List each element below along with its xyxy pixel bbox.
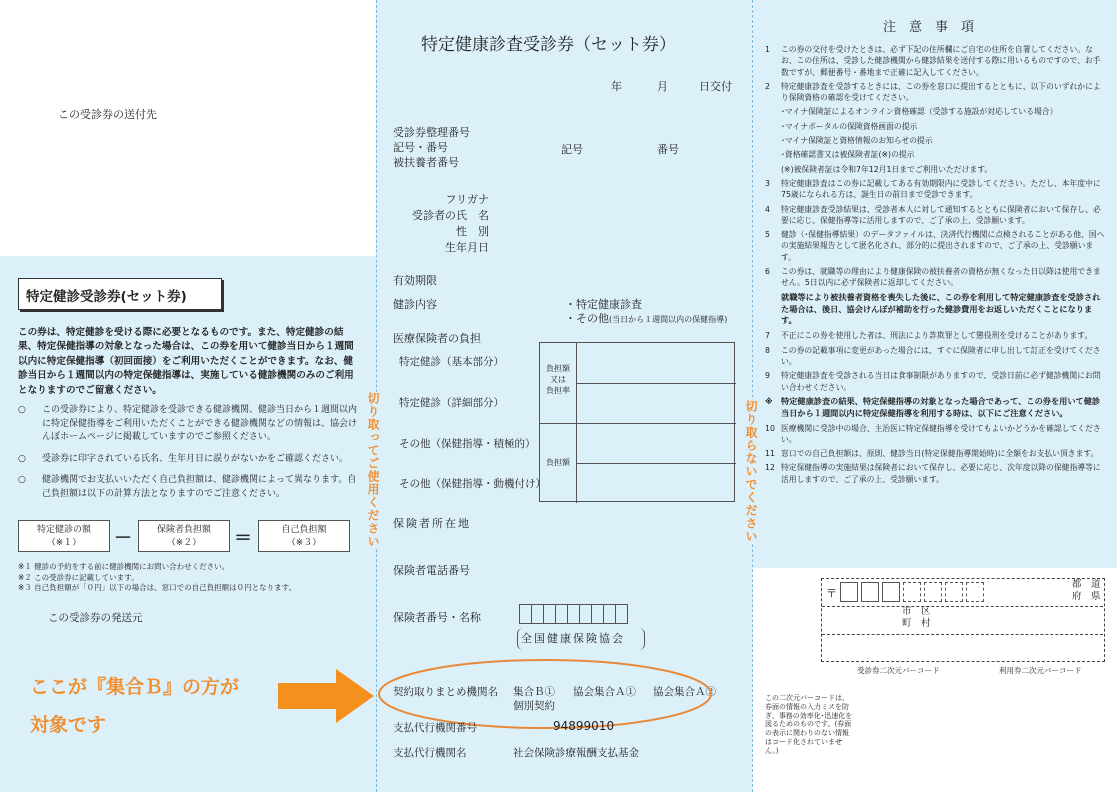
burden-amount-header: 負担額: [546, 458, 570, 467]
note-num: 8: [765, 345, 770, 355]
payment-agent-number: 94899010: [553, 719, 615, 733]
issuer-label: この受診券の発送元: [48, 612, 143, 624]
footnotes: [18, 562, 368, 594]
list-item: [765, 135, 1107, 146]
list-item: [765, 229, 1107, 263]
list-item: [765, 149, 1107, 160]
notes-title: 注 意 事 項: [883, 20, 975, 35]
note-text: 特定健康診査受診結果は、受診者本人に対して通知するとともに保険者において保存し、必要に応じ、保健指導等に活用しますので、ご了承の上、受診願います。: [781, 204, 1101, 225]
bold-note: 就職等により被扶養者資格を喪失した後に、この券を利用して特定健康診査を受診された場合は、後日、協会けんぽが補助を行った健診費用をお返しいただくことになります。: [781, 291, 1101, 326]
note-num: 6: [765, 267, 770, 277]
note-text: ･資格確認書又は被保険者証(※)の提示: [781, 150, 915, 160]
note-num: 10: [765, 423, 775, 433]
footnote: ※１ 健診の予約をする前に健診機関にお問い合わせください。: [18, 562, 230, 571]
note-num: [765, 149, 781, 160]
footnote: ※３ 自己負担額が「０円」以下の場合は、窓口での自己負担額は０円となります。: [18, 583, 297, 592]
note-num: [765, 164, 781, 175]
note-text: ･マイナ保険証と資格情報のお知らせの提示: [781, 136, 933, 146]
burden-row-label: 特定健診（基本部分）: [399, 356, 504, 368]
name-label: 受診者の氏 名: [412, 208, 489, 222]
list-item: [765, 266, 1107, 289]
date-year: 年: [611, 80, 622, 93]
birthdate-label: 生年月日: [445, 240, 489, 254]
note-num: [765, 106, 781, 117]
contract-option: 協会集合Ａ①: [573, 686, 636, 698]
notes-list: [765, 44, 1107, 488]
list-item: [765, 81, 1107, 104]
label-line: 町 村: [902, 618, 931, 630]
contents-label: 健診内容: [393, 298, 437, 311]
burden-row-label: その他（保健指導・積極的）: [399, 438, 536, 450]
list-item: [765, 462, 1107, 485]
bullet-list: [18, 404, 358, 501]
insurer-name-bracket: [517, 628, 645, 650]
minus-sign: －: [114, 528, 132, 549]
note-num: 7: [765, 331, 770, 341]
no-cut-instruction: 切り取らないでください: [744, 400, 758, 543]
address-divider: [822, 606, 1103, 607]
note-text: 特定保健指導の実施結果は保険者において保存し、必要に応じ、次年度以降の保健指導等に活用しますので、ご了承の上、受診願います。: [781, 463, 1101, 484]
note-text: ･マイナポータルの保険資格画面の提示: [781, 121, 918, 131]
note-num: 11: [765, 449, 775, 459]
callout-text: [30, 668, 239, 744]
burden-row-label: 特定健診（詳細部分）: [399, 397, 504, 409]
date-month: 月: [657, 80, 668, 93]
note-num: 2: [765, 81, 770, 91]
insurer-id-label: 保険者番号・名称: [393, 611, 481, 624]
ticket-title: 特定健診受診券(セット券): [26, 289, 187, 305]
sex-label: 性 別: [456, 224, 489, 238]
bold-note: 特定健康診査の結果、特定保健指導の対象となった場合であって、この券を用いて健診当日から１週間以内に特定保健指導を利用する時は、以下にご注意ください。: [781, 395, 1101, 418]
bullet-text: 受診券に印字されている氏名、生年月日に誤りがないかをご確認ください。: [42, 453, 349, 464]
formula-box-self-burden: [258, 520, 350, 552]
bullet-text: 健診機関でお支払いいただく自己負担額は、健診機関によって異なります。自己負担額は以下の計算方法となりますのでご注意ください。: [42, 475, 357, 499]
note-num: [765, 121, 781, 132]
note-num: 9: [765, 371, 770, 381]
barcode-note: この二次元バーコードは、券面の情報の入力ミスを防ぎ、事務の効率化･迅速化を図るためのものです。(券面の表示に関わりのない情報はコード化されていません。): [765, 694, 853, 755]
list-item: [765, 44, 1107, 78]
contents-other: ・その他: [565, 312, 609, 325]
formula-box-label: 特定健診の額: [36, 525, 91, 535]
note-text: この券の記載事項に変更があった場合には、すぐに保険者に申し出して訂正を受けてください。: [781, 345, 1101, 366]
list-item: [18, 474, 358, 501]
arrow-right-icon: [278, 669, 378, 723]
validity-label: 有効期限: [393, 274, 437, 287]
barcode-ticket-label: 受診券二次元バーコード: [857, 666, 940, 675]
intro-text: この券は、特定健診を受ける際に必要となるものです。また、特定健診の結果、特定保健指導の対象となった場合は、この券を用いて健診当日から１週間以内に特定保健指導（初回面接）をご利用いただくことができます。なお、健診当日から１週間以内の特定保健指導は、実施している健診機関のみのご利用となりますのでご留意ください。: [18, 327, 354, 396]
list-item: [18, 453, 358, 467]
issue-date: [611, 78, 732, 94]
list-item: [765, 448, 1107, 459]
label-line: 都 道: [1072, 579, 1101, 590]
burden-row-label: その他（保健指導・動機付け）: [399, 478, 546, 490]
table-divider: [540, 423, 736, 424]
formula-box-note: （※３）: [286, 537, 322, 548]
center-panel: [366, 0, 752, 792]
list-item: [765, 345, 1107, 368]
right-panel: [744, 0, 1117, 792]
postal-mark: 〒: [826, 587, 837, 600]
burden-rate-header: [540, 363, 576, 397]
formula-box-label: 自己負担額: [281, 525, 327, 535]
send-to-area: [0, 0, 376, 256]
bullet-text: この受診券により、特定健診を受診できる健診機関、健診当日から１週間以内に特定保健指導をご利用いただくことができる健診機関などの情報は、協会けんぽホームページに掲載していますのでご参照ください。: [42, 405, 358, 442]
list-item: [765, 106, 1107, 117]
list-item: [765, 423, 1107, 446]
prefecture-label: [1072, 579, 1101, 604]
note-text: 特定健康診査はこの券に記載してある有効期限内に受診してください。ただし、本年度中に75歳になられる方は、誕生日の前日まで受診できます。: [781, 178, 1101, 200]
list-item: [765, 370, 1107, 393]
payment-agent-name-label: 支払代行機関名: [393, 747, 467, 759]
insurer-number-cells: [519, 604, 627, 624]
header-line: 負担率: [546, 386, 570, 396]
symbol-number-label: 記号・番号: [393, 140, 448, 154]
contract-option: 個別契約: [513, 700, 555, 712]
note-text: 不正にこの券を使用した者は、刑法により詐欺罪として懲役刑を受けることがあります。: [781, 331, 1093, 341]
header-line: 負担額: [546, 364, 570, 373]
cut-instruction: 切り取ってご使用ください: [366, 392, 380, 548]
list-item: [765, 292, 1107, 328]
note-text: 窓口での自己負担額は、原則、健診当日(特定保健指導開始時)に全額をお支払い頂きます。: [781, 449, 1099, 459]
insurer-address-label: 保険者所在地: [393, 517, 471, 530]
formula-box-label: 保険者負担額: [156, 525, 211, 535]
burden-table: [539, 342, 735, 502]
formula-box-insurer-burden: [138, 520, 230, 552]
bullet-mark: ○: [18, 453, 26, 464]
table-divider: [576, 463, 736, 464]
note-num: 5: [765, 230, 770, 240]
dependent-number-label: 被扶養者番号: [393, 155, 459, 169]
personal-block: [393, 192, 489, 256]
list-item: [765, 396, 1107, 420]
list-item: [18, 404, 358, 445]
callout-line: ここが『集合Ｂ』の方が: [30, 676, 240, 698]
bullet-mark: ○: [18, 475, 26, 485]
payment-agent-number-label: 支払代行機関番号: [393, 722, 477, 734]
formula-box-note: （※１）: [46, 537, 82, 548]
contents-item: [565, 310, 727, 326]
header-line: 又は: [550, 375, 566, 385]
label-line: 府 県: [1072, 591, 1101, 603]
note-num: 3: [765, 178, 770, 188]
furigana-label: フリガナ: [445, 193, 489, 206]
note-text: 特定健康診査を受診される当日は食事制限がありますので、受診日前に必ず健診機関にお問い合わせください。: [781, 371, 1101, 392]
contract-label: 契約取りまとめ機関名: [393, 686, 498, 698]
list-item: [765, 204, 1107, 227]
insurer-phone-label: 保険者電話番号: [393, 564, 470, 577]
table-divider: [576, 383, 736, 384]
note-text: この券の交付を受けたときは、必ず下記の住所欄にご自宅の住所を自署してください。なお、この住所は、受診した健診機関から健診結果を送付する際に用いるものですので、お手数ですが、郵便番号・番地まで正確に記入してください。: [781, 45, 1101, 77]
contents-other-sub: (当日から１週間以内の保健指導): [609, 315, 728, 324]
note-text: 健診（･保健指導結果）のデータファイルは、決済代行機関に点検されることがある他、国への実施結果報告として匿名化され、部分的に提出されますので、ご了承の上、受診願います。: [781, 230, 1105, 262]
ticket-main-title: 特定健康診査受診券（セット券）: [421, 35, 676, 55]
list-item: [765, 178, 1107, 201]
note-text: ･マイナ保険証によるオンライン資格確認（受診する施設が対応している場合）: [781, 107, 1058, 117]
city-label: [902, 606, 931, 631]
note-text: 特定健康診査を受診するときには、この券を窓口に提出するとともに、以下のいずれかにより保険資格の確認を受けてください。: [781, 81, 1101, 103]
insurer-name: 全国健康保険協会: [521, 632, 625, 645]
address-divider: [822, 634, 1103, 635]
date-issue: 日交付: [699, 80, 732, 93]
number-label: 番号: [657, 143, 679, 156]
payment-agent-name: 社会保険診療報酬支払基金: [513, 747, 639, 759]
formula-box-note: （※２）: [166, 537, 202, 548]
left-panel: [0, 0, 376, 792]
note-num: 4: [765, 204, 770, 214]
note-num: 12: [765, 463, 775, 473]
contract-option: 協会集合Ａ②: [653, 686, 716, 698]
contract-option: 集合Ｂ①: [513, 686, 555, 698]
formula-box-health-cost: [18, 520, 110, 552]
note-text: (※)被保険者証は令和7年12月1日までご利用いただけます。: [781, 164, 993, 174]
star-mark: ※: [765, 396, 773, 406]
label-line: 市 区: [902, 606, 931, 617]
notes-area: [753, 0, 1117, 568]
equals-sign: ＝: [234, 528, 252, 549]
bullet-mark: ○: [18, 405, 26, 415]
barcode-use-label: 利用券二次元バーコード: [999, 666, 1082, 675]
address-box: [821, 578, 1105, 662]
postal-code-cells: [840, 582, 987, 606]
ticket-number-label: 受診券整理番号: [393, 126, 470, 139]
footnote: ※２ この受診券に記載しています。: [18, 572, 139, 582]
send-to-label: この受診券の送付先: [58, 108, 157, 121]
list-item: [765, 164, 1107, 175]
contents-item: ・特定健康診査: [565, 298, 642, 311]
note-num: 1: [765, 45, 770, 54]
symbol-label: 記号: [561, 143, 583, 156]
note-text: この券は、就職等の理由により健康保険の被扶養者の資格が無くなった日以降は使用できません。5日以内に必ず保険者に返却してください。: [781, 267, 1101, 288]
list-item: [765, 121, 1107, 132]
callout-line: 対象です: [30, 714, 107, 736]
id-block: [393, 126, 470, 171]
note-num: [765, 135, 781, 146]
note-text: 医療機関に受診中の場合、主治医に特定保健指導を受けてもよいかどうかを確認してください。: [781, 423, 1101, 444]
burden-label: 医療保険者の負担: [393, 332, 481, 345]
left-info-area: [0, 256, 376, 792]
list-item: [765, 330, 1107, 341]
